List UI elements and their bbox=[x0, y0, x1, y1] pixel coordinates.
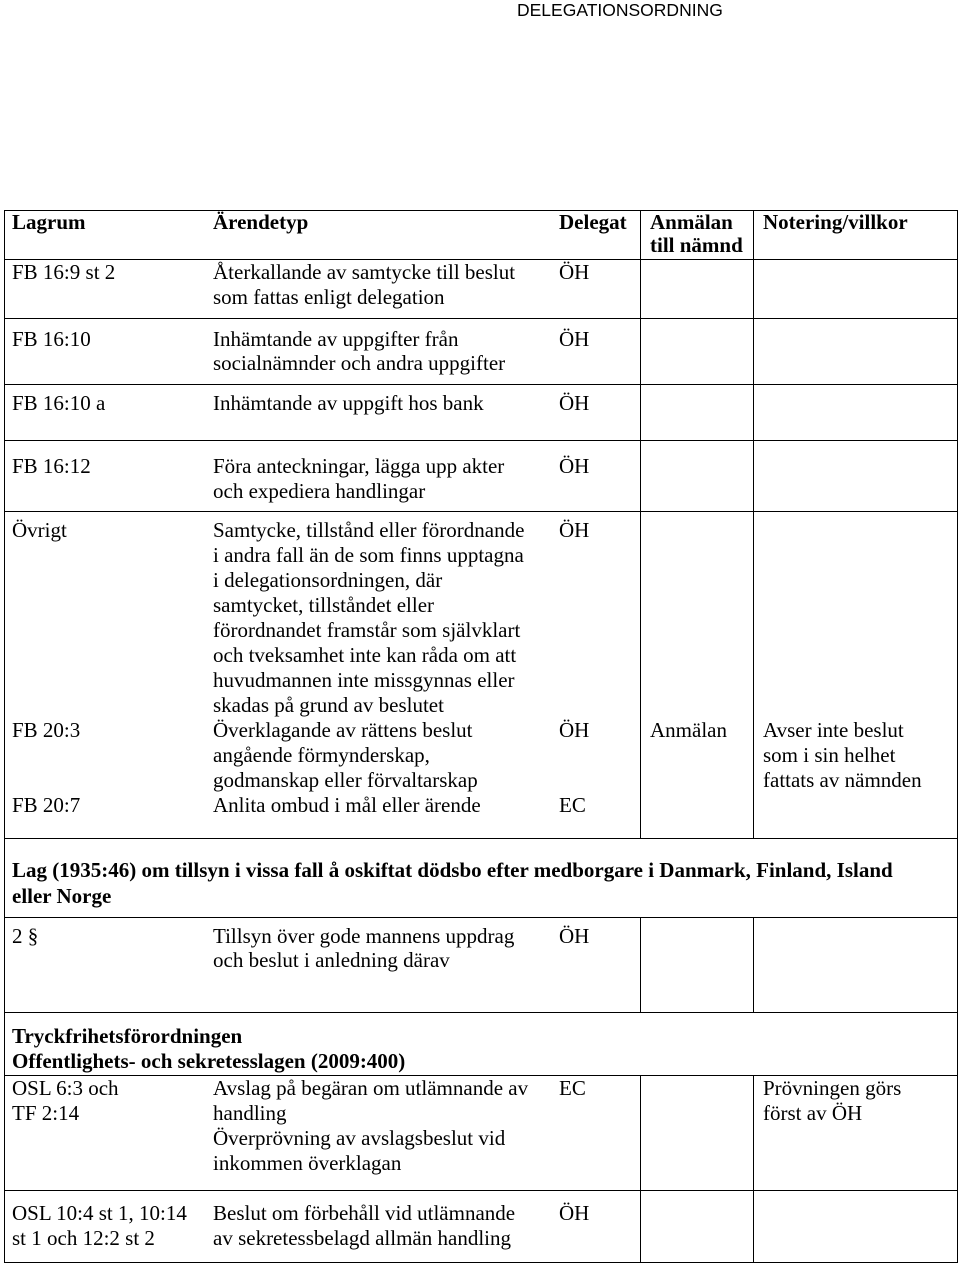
arendetyp-cell: och beslut i anledning därav bbox=[213, 948, 450, 972]
delegat-cell: ÖH bbox=[559, 1201, 590, 1225]
lagrum-cell: FB 16:12 bbox=[12, 454, 91, 478]
lagrum-cell: OSL 10:4 st 1, 10:14 bbox=[12, 1201, 187, 1225]
column-header-lagrum: Lagrum bbox=[12, 210, 86, 234]
arendetyp-cell: och expediera handlingar bbox=[213, 479, 426, 503]
arendetyp-cell: Anlita ombud i mål eller ärende bbox=[213, 793, 481, 817]
delegat-cell: ÖH bbox=[559, 924, 590, 948]
column-divider bbox=[753, 1075, 754, 1262]
delegat-cell: ÖH bbox=[559, 454, 590, 478]
notering-cell: som i sin helhet bbox=[763, 743, 896, 767]
column-header-anmalan: till nämnd bbox=[650, 233, 743, 257]
arendetyp-cell: Samtycke, tillstånd eller förordnande bbox=[213, 518, 525, 542]
arendetyp-cell: som fattas enligt delegation bbox=[213, 285, 445, 309]
arendetyp-cell: Inhämtande av uppgifter från bbox=[213, 327, 459, 351]
arendetyp-cell: i andra fall än de som finns upptagna bbox=[213, 543, 524, 567]
column-divider bbox=[640, 1075, 641, 1262]
notering-cell: först av ÖH bbox=[763, 1101, 863, 1125]
arendetyp-cell: Avslag på begäran om utlämnande av bbox=[213, 1076, 529, 1100]
delegat-cell: ÖH bbox=[559, 518, 590, 542]
table-rule bbox=[4, 384, 958, 385]
table-rule bbox=[4, 511, 958, 512]
arendetyp-cell: samtycket, tillståndet eller bbox=[213, 593, 435, 617]
lagrum-cell: FB 20:7 bbox=[12, 793, 81, 817]
lagrum-cell: st 1 och 12:2 st 2 bbox=[12, 1226, 155, 1250]
lagrum-cell: FB 16:9 st 2 bbox=[12, 260, 116, 284]
arendetyp-cell: huvudmannen inte missgynnas eller bbox=[213, 668, 515, 692]
section-heading: Tryckfrihetsförordningen bbox=[12, 1024, 243, 1048]
lagrum-cell: FB 16:10 bbox=[12, 327, 91, 351]
lagrum-cell: Övrigt bbox=[12, 518, 67, 542]
column-header-delegat: Delegat bbox=[559, 210, 627, 234]
arendetyp-cell: skadas på grund av beslutet bbox=[213, 693, 444, 717]
anmalan-cell: Anmälan bbox=[650, 718, 727, 742]
document-title: DELEGATIONSORDNING bbox=[517, 0, 723, 20]
table-rule bbox=[4, 1190, 958, 1191]
arendetyp-cell: och tveksamhet inte kan råda om att bbox=[213, 643, 517, 667]
delegat-cell: EC bbox=[559, 793, 586, 817]
table-border-left bbox=[4, 210, 5, 1262]
arendetyp-cell: Överprövning av avslagsbeslut vid bbox=[213, 1126, 506, 1150]
section-heading: Lag (1935:46) om tillsyn i vissa fall å oskiftat dödsbo efter medborgare i Danmark, Finland, Island bbox=[12, 858, 893, 882]
arendetyp-cell: handling bbox=[213, 1101, 287, 1125]
column-header-anmalan: Anmälan bbox=[650, 210, 733, 234]
notering-cell: fattats av nämnden bbox=[763, 768, 922, 792]
notering-cell: Avser inte beslut bbox=[763, 718, 904, 742]
arendetyp-cell: Inhämtande av uppgift hos bank bbox=[213, 391, 484, 415]
table-rule bbox=[4, 1012, 958, 1013]
arendetyp-cell: förordnandet framstår som självklart bbox=[213, 618, 521, 642]
notering-cell: Prövningen görs bbox=[763, 1076, 902, 1100]
delegat-cell: ÖH bbox=[559, 260, 590, 284]
column-divider bbox=[640, 210, 641, 838]
column-divider bbox=[753, 210, 754, 838]
column-header-arendetyp: Ärendetyp bbox=[213, 210, 309, 234]
section-heading: eller Norge bbox=[12, 884, 112, 908]
lagrum-cell: TF 2:14 bbox=[12, 1101, 80, 1125]
arendetyp-cell: godmanskap eller förvaltarskap bbox=[213, 768, 478, 792]
arendetyp-cell: Beslut om förbehåll vid utlämnande bbox=[213, 1201, 516, 1225]
arendetyp-cell: Tillsyn över gode mannens uppdrag bbox=[213, 924, 515, 948]
delegat-cell: ÖH bbox=[559, 718, 590, 742]
lagrum-cell: OSL 6:3 och bbox=[12, 1076, 119, 1100]
column-header-notering: Notering/villkor bbox=[763, 210, 908, 234]
arendetyp-cell: angående förmynderskap, bbox=[213, 743, 430, 767]
delegat-cell: EC bbox=[559, 1076, 586, 1100]
table-rule bbox=[4, 1262, 958, 1263]
table-rule bbox=[4, 917, 958, 918]
column-divider bbox=[753, 917, 754, 1012]
table-rule bbox=[4, 838, 958, 839]
table-rule bbox=[4, 440, 958, 441]
arendetyp-cell: i delegationsordningen, där bbox=[213, 568, 443, 592]
table-rule bbox=[4, 318, 958, 319]
arendetyp-cell: Överklagande av rättens beslut bbox=[213, 718, 473, 742]
arendetyp-cell: Föra anteckningar, lägga upp akter bbox=[213, 454, 505, 478]
arendetyp-cell: Återkallande av samtycke till beslut bbox=[213, 260, 516, 284]
lagrum-cell: 2 § bbox=[12, 924, 39, 948]
delegat-cell: ÖH bbox=[559, 327, 590, 351]
lagrum-cell: FB 20:3 bbox=[12, 718, 81, 742]
column-divider bbox=[640, 917, 641, 1012]
lagrum-cell: FB 16:10 a bbox=[12, 391, 106, 415]
delegat-cell: ÖH bbox=[559, 391, 590, 415]
arendetyp-cell: inkommen överklagan bbox=[213, 1151, 402, 1175]
section-heading: Offentlighets- och sekretesslagen (2009:400) bbox=[12, 1049, 406, 1073]
arendetyp-cell: socialnämnder och andra uppgifter bbox=[213, 351, 506, 375]
arendetyp-cell: av sekretessbelagd allmän handling bbox=[213, 1226, 511, 1250]
table-border-right bbox=[957, 210, 958, 1262]
